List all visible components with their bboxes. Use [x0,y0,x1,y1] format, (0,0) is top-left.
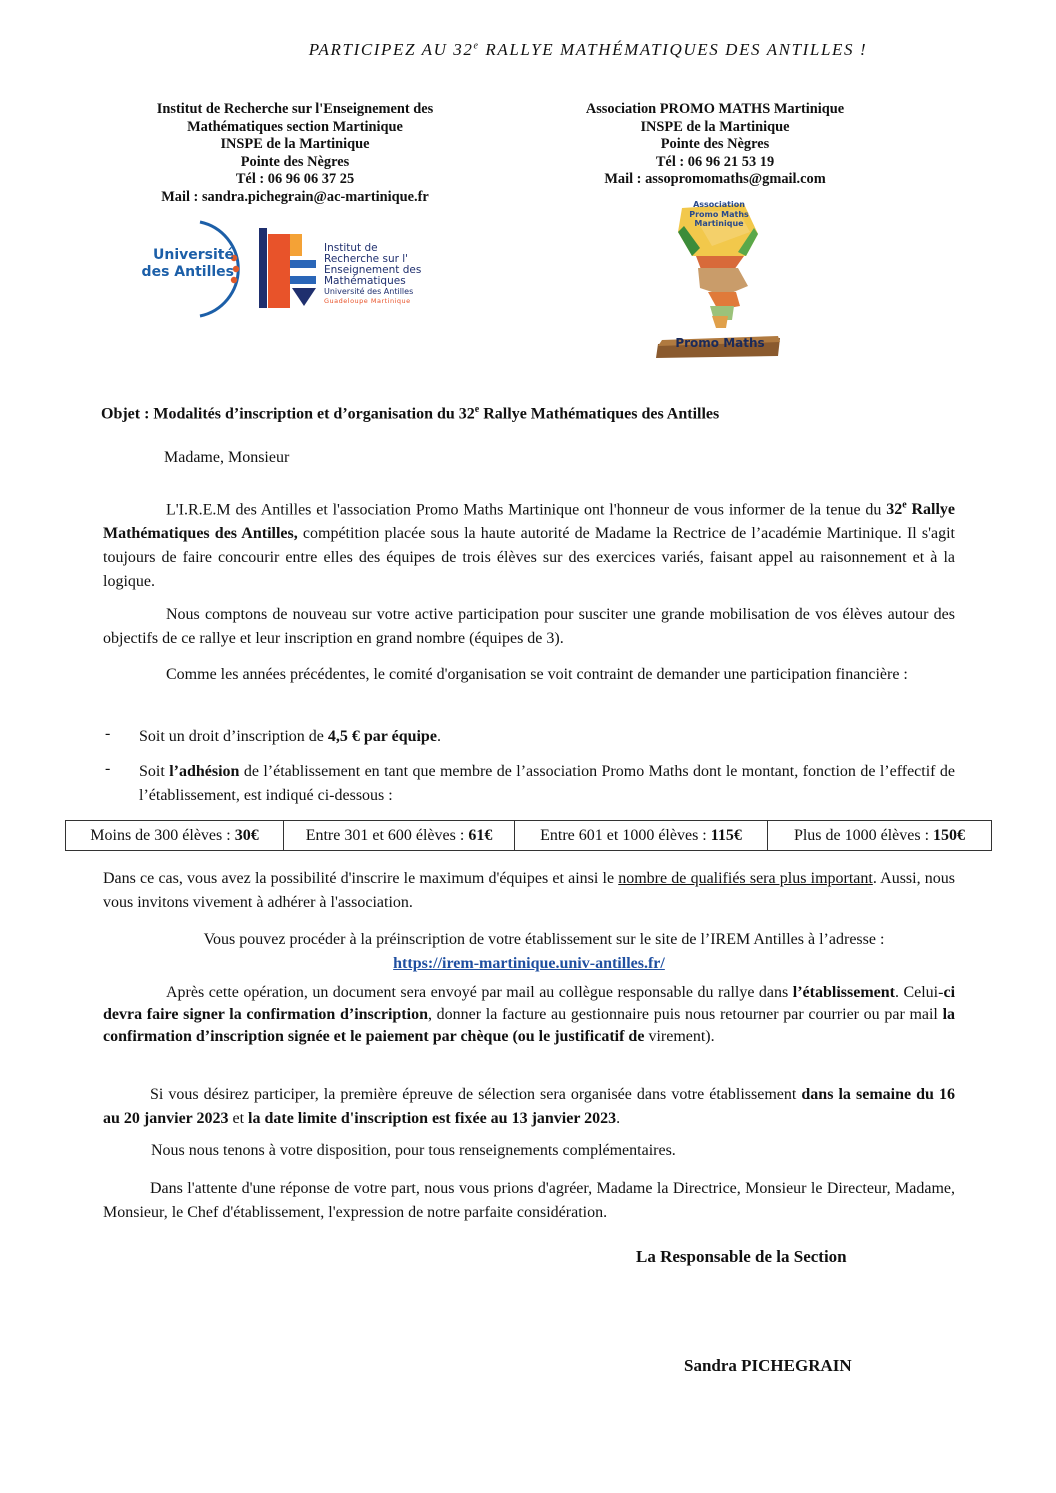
bullet-item-adhesion [139,760,955,808]
signature-title: La Responsable de la Section [636,1247,847,1266]
fee-label: Entre 601 et 1000 élèves : [540,826,711,844]
contact-phone: Tél : 06 96 06 37 25 [235,171,355,187]
universite-antilles-logo [130,218,245,320]
banner-title [0,40,1056,60]
banner-text: PARTICIPEZ AU 32 [308,40,474,59]
contact-phone: Tél : 06 96 21 53 19 [655,153,775,170]
fee-label: Moins de 300 élèves : [90,826,235,844]
subject-text-rest: Rallye Mathématiques des Antilles [479,405,720,423]
contact-line: INSPE de la Martinique [640,118,790,135]
signature-name: Sandra PICHEGRAIN [684,1356,852,1375]
banner-sup: e [473,40,480,52]
fee-amount: 150€ [933,826,966,844]
bullet1-end: . [436,728,441,745]
bullet1-text: Soit un droit d’inscription de [139,728,328,745]
paragraph-financial: Comme les années précédentes, le comité d'organisation se voit contraint de demander une participation financière : [166,666,908,683]
fee-label: Entre 301 et 600 élèves : [305,826,469,844]
rallye-name: Rallye Mathématiques des Antilles, [103,501,956,543]
logo-univ-line2: des Antilles [141,264,234,280]
selection-week: dans la semaine du 16 au 20 janvier 2023 [103,1086,956,1127]
fees-table [65,820,992,851]
letter-subject [101,404,719,423]
rallye-sup: e [902,500,907,511]
paragraph-closing: Dans l'attente d'une réponse de votre part, nous vous prions d'agréer, Madame la Directrice, Monsieur le Directeur, Madame, Monsieur, le Chef d'établissement, l'expression de notre parfaite considération. [103,1180,955,1221]
fee-amount: 61€ [468,826,493,844]
contact-line: Pointe des Nègres [240,153,350,170]
paragraph-dates [103,1083,955,1131]
logo-irem-line: Enseignement des [324,264,422,276]
irem-website-link[interactable]: https://irem-martinique.univ-antilles.fr/ [393,955,665,972]
irem-logo [256,226,431,312]
intro-text: L'I.R.E.M des Antilles et l'association Promo Maths Martinique ont l'honneur de vous informer de la tenue du [166,501,887,519]
bullet2-text-rest: de l’établissement en tant que membre de l’association Promo Maths dont le montant, fonction de l’effectif de l’établissement, est indiqué ci-dessous : [139,763,955,804]
procedure-bold: ci devra faire signer la confirmation d’inscription [103,984,956,1023]
logo-irem-line: Institut de [324,242,378,254]
procedure-bold: l’établissement [792,984,895,1001]
fee-amount: 115€ [710,826,742,844]
registration-deadline: la date limite d'inscription est fixée au 13 janvier 2023 [248,1110,617,1127]
contact-line: Mathématiques section Martinique [187,118,403,135]
banner-text-rest: RALLYE MATHÉMATIQUES DES ANTILLES ! [479,40,868,59]
logo-irem-line: Université des Antilles [324,287,414,296]
benefit-text: Dans ce cas, vous avez la possibilité d'inscrire le maximum d'équipes et ainsi le [103,870,619,887]
dates-text: Si vous désirez participer, la première épreuve de sélection sera organisée dans votre établissement [150,1086,802,1103]
intro-text-rest: compétition placée sous la haute autorité de Madame la Rectrice de l’académie Martinique. Il s'agit toujours de faire concourir entre elles des équipes de trois élèves sur des exercices variés, faisant appel au raisonnement et à la logique. [103,525,955,591]
preinscription-colon: : [875,931,885,948]
contact-line: Association PROMO MATHS Martinique [585,101,845,117]
paragraph-intro [103,494,955,594]
subject-sup: e [474,404,480,415]
contact-right [550,101,880,189]
contact-mail: Mail : sandra.pichegrain@ac-martinique.fr [161,188,429,205]
logo-promo-line: Martinique [694,219,744,228]
logo-promo-bottom: Promo Maths [675,336,765,350]
fee-cell [515,821,768,851]
benefit-underlined: nombre de qualifiés sera plus important [618,870,873,887]
procedure-text-end: virement). [644,1028,715,1045]
paragraph-procedure [103,982,955,1048]
procedure-bold: la confirmation d’inscription signée et le paiement par chèque (ou le justificatif de [103,1006,956,1045]
contact-line: INSPE de la Martinique [220,136,370,152]
fee-label: Plus de 1000 élèves : [793,826,934,844]
bullet1-amount: 4,5 € par équipe [327,728,437,745]
logo-irem-line: Recherche sur l' [324,253,409,265]
bullet-item-inscription [139,725,955,749]
bullet2-bold: l’adhésion [169,763,240,780]
paragraph-adhesion-benefit [103,867,955,915]
bullet2-text: Soit [139,763,170,780]
fee-amount: 30€ [234,826,259,844]
procedure-text: , donner la facture au gestionnaire puis nous retourner par courrier ou par mail [427,1006,943,1023]
salutation: Madame, Monsieur [164,449,290,466]
bullet-dash: - [105,725,111,742]
paragraph-preinscription [103,928,955,976]
promo-maths-logo [654,198,784,366]
contact-mail: Mail : assopromomaths@gmail.com [604,171,826,187]
rallye-number: 32 [886,501,903,519]
contact-left [120,101,470,206]
procedure-text: . Celui- [894,984,944,1001]
logo-promo-line: Association [693,200,745,209]
dates-text-end: . [616,1110,621,1127]
logo-promo-line: Promo Maths [689,209,749,219]
preinscription-text: Vous pouvez procéder à la préinscription de votre établissement [203,931,617,948]
bullet-dash: - [105,760,111,777]
contact-line: Institut de Recherche sur l'Enseignement des [156,101,434,117]
irem-symbol-icon [256,226,322,310]
contact-line: Pointe des Nègres [660,136,770,152]
logo-irem-sub: Guadeloupe Martinique [324,297,411,305]
preinscription-site: sur le site de l’IREM Antilles à l’adresse [616,931,876,948]
dates-text: et [228,1110,249,1127]
paragraph-disposition: Nous nous tenons à votre disposition, pour tous renseignements complémentaires. [151,1142,676,1159]
paragraph-participation: Nous comptons de nouveau sur votre active participation pour susciter une grande mobilisation de vos élèves autour des objectifs de ce rallye et leur inscription en grand nombre (équipes de 3). [103,606,955,647]
logo-univ-line1: Université [153,247,234,263]
fee-cell [284,821,515,851]
logo-irem-line: Mathématiques [324,275,406,287]
fee-cell [66,821,284,851]
fee-cell [768,821,992,851]
benefit-text-rest: . Aussi, nous vous invitons vivement à adhérer à l'association. [103,870,955,911]
procedure-text: Après cette opération, un document sera envoyé par mail au collègue responsable du rallye dans [166,984,793,1001]
subject-text: Objet : Modalités d’inscription et d’organisation du 32 [101,405,475,423]
fees-row [66,821,992,851]
